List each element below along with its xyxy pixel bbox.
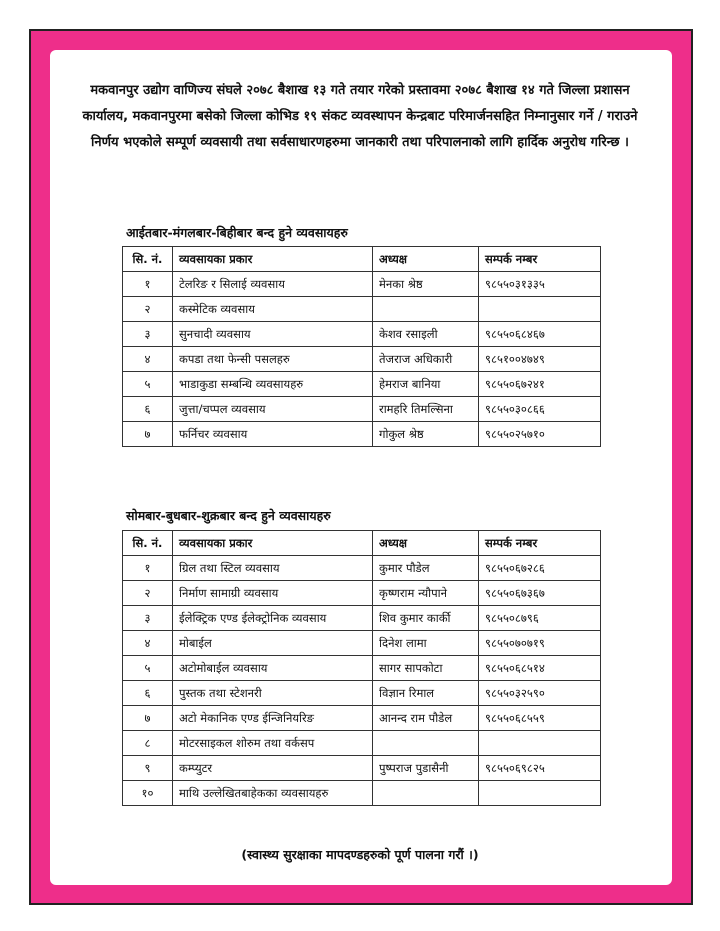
table-row — [123, 656, 601, 681]
cell-contact: ९८५५०३०८६६ — [479, 397, 601, 422]
table-header-row — [123, 531, 601, 556]
cell-contact: ९८५५०७०७१९ — [479, 631, 601, 656]
cell-contact: ९८५५०३१३३५ — [479, 272, 601, 297]
cell-contact: ९८५५०६८५१४ — [479, 656, 601, 681]
header-chairperson: अध्यक्ष — [373, 247, 479, 272]
cell-sn: १ — [123, 556, 173, 581]
cell-business-type: टेलरिङ र सिलाई व्यवसाय — [173, 272, 373, 297]
cell-contact: ९८५५०३२५९० — [479, 681, 601, 706]
cell-chairperson: हेमराज बानिया — [373, 372, 479, 397]
cell-sn: ३ — [123, 606, 173, 631]
cell-contact: ९८५१००४७४९ — [479, 347, 601, 372]
cell-business-type: माथि उल्लेखितबाहेकका व्यवसायहरु — [173, 781, 373, 806]
cell-contact: ९८५५०६७२४१ — [479, 372, 601, 397]
cell-sn: ६ — [123, 397, 173, 422]
cell-sn: ६ — [123, 681, 173, 706]
cell-sn: २ — [123, 297, 173, 322]
cell-contact: ९८५५०८७९६ — [479, 606, 601, 631]
table-row — [123, 397, 601, 422]
table-row — [123, 322, 601, 347]
cell-contact: ९८५५०६८५५९ — [479, 706, 601, 731]
cell-business-type: मोबाईल — [173, 631, 373, 656]
cell-chairperson: तेजराज अधिकारी — [373, 347, 479, 372]
header-business-type: व्यवसायका प्रकार — [173, 247, 373, 272]
cell-chairperson: शिव कुमार कार्की — [373, 606, 479, 631]
cell-business-type: ईलेक्ट्रिक एण्ड ईलेक्ट्रोनिक व्यवसाय — [173, 606, 373, 631]
cell-sn: ९ — [123, 756, 173, 781]
cell-sn: ८ — [123, 731, 173, 756]
cell-business-type: पुस्तक तथा स्टेशनरी — [173, 681, 373, 706]
cell-chairperson: दिनेश लामा — [373, 631, 479, 656]
cell-chairperson: आनन्द राम पौडेल — [373, 706, 479, 731]
cell-contact — [479, 297, 601, 322]
cell-business-type: मोटरसाइकल शोरुम तथा वर्कसप — [173, 731, 373, 756]
table1-title: आईतबार-मंगलबार-बिहीबार बन्द हुने व्यवसायहरु — [126, 225, 348, 240]
cell-sn: ३ — [123, 322, 173, 347]
cell-business-type: अटो मेकानिक एण्ड ईन्जिनियरिङ — [173, 706, 373, 731]
cell-chairperson: मेनका श्रेष्ठ — [373, 272, 479, 297]
table-header-row — [123, 247, 601, 272]
cell-contact — [479, 781, 601, 806]
header-sn: सि. नं. — [123, 247, 173, 272]
table1-closed-sun-tue-thu — [122, 246, 601, 447]
table-row — [123, 706, 601, 731]
table-row — [123, 731, 601, 756]
cell-business-type: जुत्ता/चप्पल व्यवसाय — [173, 397, 373, 422]
table-row — [123, 372, 601, 397]
cell-chairperson — [373, 297, 479, 322]
cell-business-type: कपडा तथा फेन्सी पसलहरु — [173, 347, 373, 372]
cell-chairperson: रामहरि तिमल्सिना — [373, 397, 479, 422]
header-contact: सम्पर्क नम्बर — [479, 247, 601, 272]
cell-sn: १० — [123, 781, 173, 806]
cell-sn: ५ — [123, 656, 173, 681]
table2-title: सोमबार-बुधबार-शुक्रबार बन्द हुने व्यवसायहरु — [126, 508, 331, 523]
cell-chairperson: कृष्णराम न्यौपाने — [373, 581, 479, 606]
table-row — [123, 581, 601, 606]
cell-business-type: कस्मेटिक व्यवसाय — [173, 297, 373, 322]
table-row — [123, 272, 601, 297]
cell-contact: ९८५५०६७२८६ — [479, 556, 601, 581]
table-row — [123, 422, 601, 447]
cell-sn: ५ — [123, 372, 173, 397]
table-row — [123, 781, 601, 806]
header-sn: सि. नं. — [123, 531, 173, 556]
cell-chairperson: विज्ञान रिमाल — [373, 681, 479, 706]
cell-chairperson: केशव रसाइली — [373, 322, 479, 347]
cell-chairperson: पुष्पराज पुडासैनी — [373, 756, 479, 781]
table-row — [123, 756, 601, 781]
table-row — [123, 606, 601, 631]
table-row — [123, 631, 601, 656]
cell-chairperson: गोकुल श्रेष्ठ — [373, 422, 479, 447]
cell-business-type: भाडाकुडा सम्बन्धि व्यवसायहरु — [173, 372, 373, 397]
table2-closed-mon-wed-fri — [122, 530, 601, 806]
cell-sn: ४ — [123, 631, 173, 656]
intro-paragraph: मकवानपुर उद्योग वाणिज्य संघले २०७८ बैशाख १३ गते तयार गरेको प्रस्तावमा २०७८ बैशाख १४ गते जिल्ला प्रशासन कार्यालय, मकवानपुरमा बसेको जिल्ला कोभिड १९ संकट व्यवस्थापन केन्द्रबाट परिमार्जनसहित निम्नानुसार गर्ने / गराउने निर्णय भएकोले सम्पूर्ण व्यवसायी तथा सर्वसाधारणहरुमा जानकारी तथा परिपालनाको लागि हार्दिक अनुरोध गरिन्छ । — [82, 83, 638, 150]
cell-chairperson: कुमार पौडेल — [373, 556, 479, 581]
cell-contact: ९८५५०६९८२५ — [479, 756, 601, 781]
cell-contact — [479, 731, 601, 756]
cell-sn: १ — [123, 272, 173, 297]
cell-contact: ९८५५०६८४६७ — [479, 322, 601, 347]
cell-sn: ४ — [123, 347, 173, 372]
table-row — [123, 297, 601, 322]
cell-contact: ९८५५०२५७१० — [479, 422, 601, 447]
table-row — [123, 556, 601, 581]
cell-contact: ९८५५०६७३६७ — [479, 581, 601, 606]
header-contact: सम्पर्क नम्बर — [479, 531, 601, 556]
cell-sn: ७ — [123, 422, 173, 447]
table-row — [123, 681, 601, 706]
cell-business-type: फर्निचर व्यवसाय — [173, 422, 373, 447]
cell-business-type: कम्प्युटर — [173, 756, 373, 781]
cell-business-type: ग्रिल तथा स्टिल व्यवसाय — [173, 556, 373, 581]
cell-business-type: अटोमोबाईल व्यवसाय — [173, 656, 373, 681]
cell-chairperson — [373, 781, 479, 806]
cell-chairperson: सागर सापकोटा — [373, 656, 479, 681]
footer-note: (स्वास्थ्य सुरक्षाका मापदण्डहरुको पूर्ण पालना गरौं ।) — [241, 847, 479, 862]
cell-sn: ७ — [123, 706, 173, 731]
header-chairperson: अध्यक्ष — [373, 531, 479, 556]
cell-business-type: सुनचादी व्यवसाय — [173, 322, 373, 347]
table-row — [123, 347, 601, 372]
cell-sn: २ — [123, 581, 173, 606]
cell-chairperson — [373, 731, 479, 756]
header-business-type: व्यवसायका प्रकार — [173, 531, 373, 556]
cell-business-type: निर्माण सामाग्री व्यवसाय — [173, 581, 373, 606]
